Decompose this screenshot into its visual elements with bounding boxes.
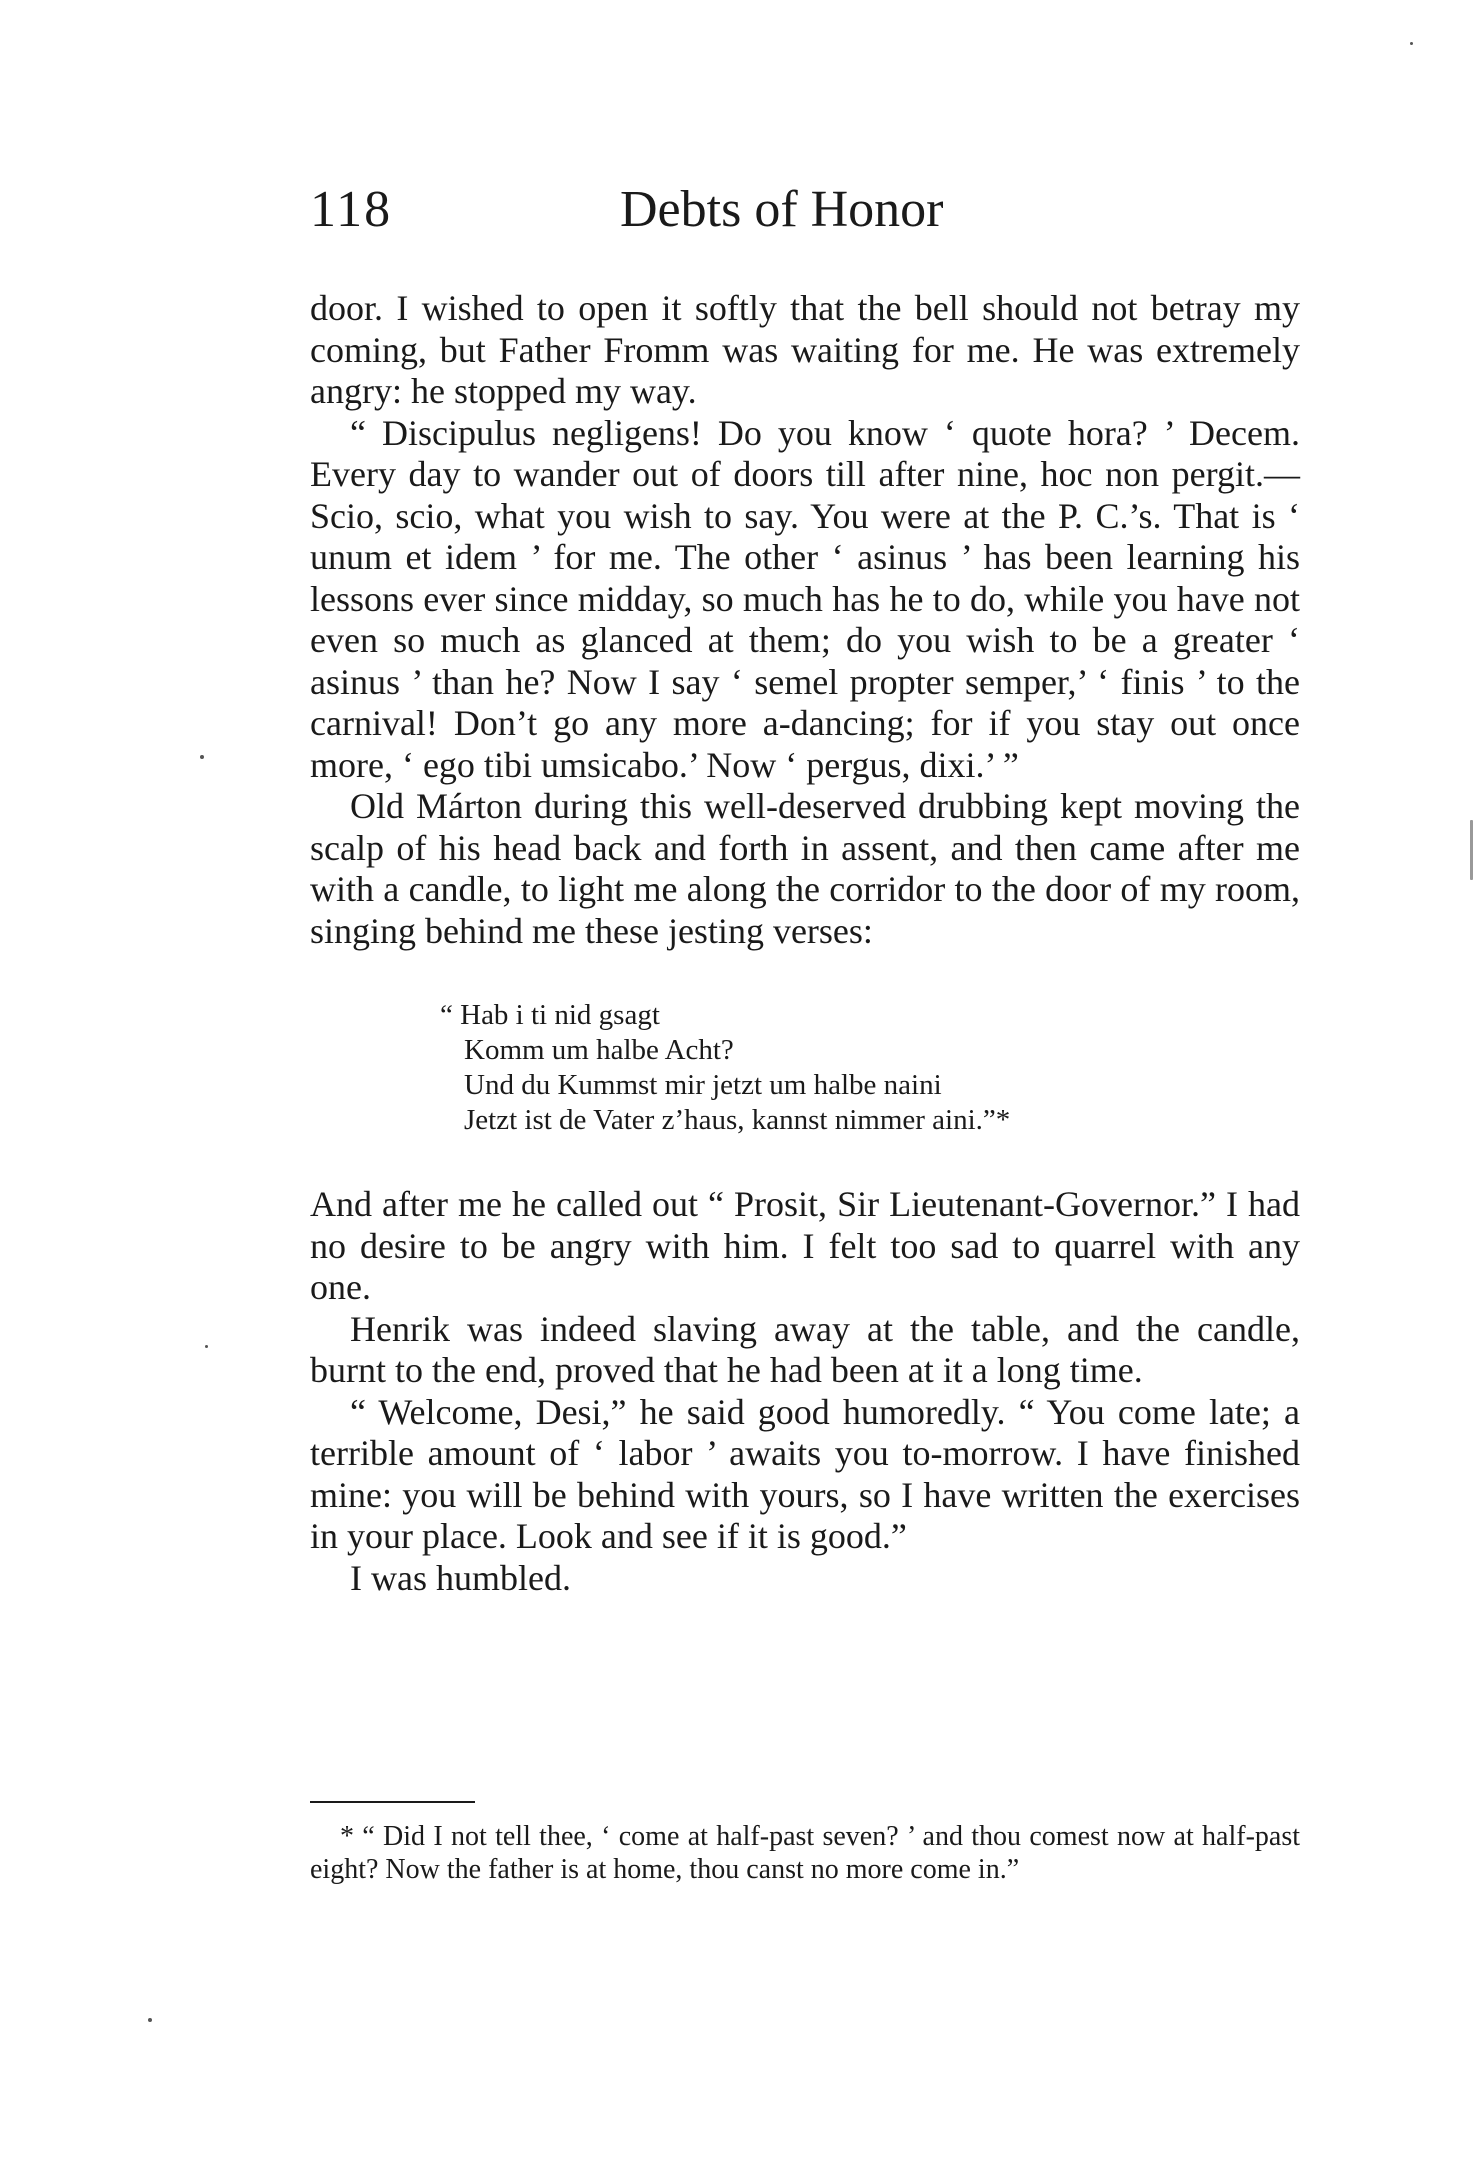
verse-line: Jetzt ist de Vater z’haus, kannst nimmer aini.”* [464, 1104, 1011, 1136]
paragraph: “ Welcome, Desi,” he said good humoredly. “ You come late; a terrible amount of ‘ labor ’ awaits you to-morrow. I have finished mine: you will be behind with yours, so I have written the exercises in your place. Look and see if it is good.” [310, 1391, 1300, 1556]
verse-line: “ Hab i ti nid gsagt [440, 999, 660, 1031]
scan-speck [1470, 820, 1473, 880]
paragraph: Old Márton during this well-deserved drubbing kept moving the scalp of his head back and forth in assent, and then came after me with a candle, to light me along the corridor to the door of my room, singing behind me these jesting verses: [310, 786, 1300, 951]
verse-line: Und du Kummst mir jetzt um halbe naini [464, 1069, 942, 1101]
paragraph: door. I wished to open it softly that the bell should not betray my coming, but Father Fromm was waiting for me. He was extremely angry: he stopped my way. [310, 288, 1300, 411]
scan-speck [200, 755, 204, 759]
running-title: Debts of Honor [620, 181, 944, 238]
paragraph: I was humbled. [350, 1557, 571, 1598]
verse-block [440, 998, 1300, 1138]
paragraph: Henrik was indeed slaving away at the table, and the candle, burnt to the end, proved that he had been at it a long time. [310, 1308, 1300, 1390]
scan-speck [205, 1345, 208, 1348]
running-head [310, 180, 1300, 260]
paragraph: “ Discipulus negligens! Do you know ‘ quote hora? ’ Decem. Every day to wander out of doors till after nine, hoc non pergit.—Scio, scio, what you wish to say. You were at the P. C.’s. That is ‘ unum et idem ’ for me. The other ‘ asinus ’ has been learning his lessons ever since midday, so much has he to do, while you have not even so much as glanced at them; do you wish to be a greater ‘ asinus ’ than he? Now I say ‘ semel propter semper,’ ‘ finis ’ to the carnival! Don’t go any more a-dancing; for if you stay out once more, ‘ ego tibi umsicabo.’ Now ‘ pergus, dixi.’ ” [310, 412, 1300, 785]
verse-line: Komm um halbe Acht? [464, 1034, 734, 1066]
body-text [310, 288, 1300, 1599]
scan-speck [1410, 42, 1413, 45]
footnote-rule [310, 1801, 475, 1803]
page-number: 118 [310, 181, 393, 238]
scan-speck [148, 2018, 152, 2022]
footnote: * “ Did I not tell thee, ‘ come at half-past seven? ’ and thou comest now at half-past eight? Now the father is at home, thou canst no more come in.” [310, 1821, 1300, 1885]
paragraph: And after me he called out “ Prosit, Sir Lieutenant-Governor.” I had no desire to be angry with him. I felt too sad to quarrel with any one. [310, 1184, 1300, 1307]
